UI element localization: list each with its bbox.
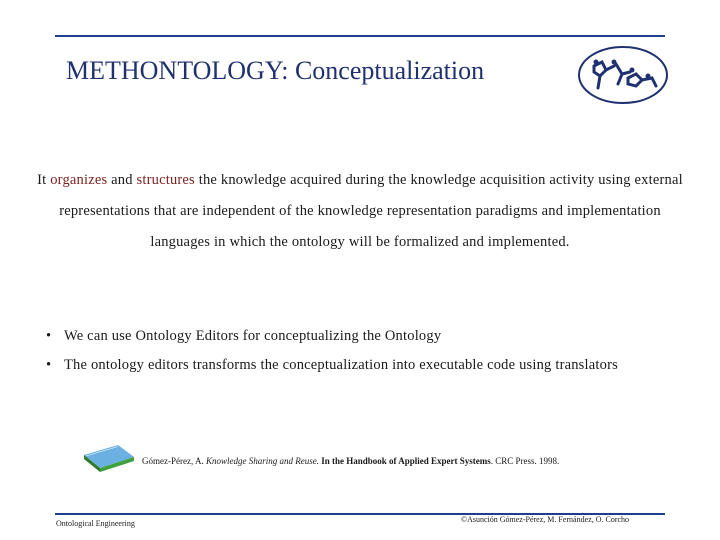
keyword-organizes: organizes	[50, 172, 108, 188]
footer-left: Ontological Engineering	[56, 519, 135, 528]
reference-citation: Gómez-Pérez, A. Knowledge Sharing and Reuse. In the Handbook of Applied Expert Systems. CRC Press. 1998.	[142, 456, 560, 466]
bullet-glyph: •	[46, 357, 52, 373]
top-rule	[55, 35, 665, 37]
keyword-structures: structures	[136, 172, 195, 188]
group-logo-icon	[576, 44, 670, 106]
book-icon	[82, 441, 136, 473]
footer-copyright: ©Asunción Gómez-Pérez, M. Fernández, O. Corcho	[461, 515, 630, 524]
bullet-item: • The ontology editors transforms the conceptualization into executable code using translators	[46, 351, 716, 380]
intro-paragraph: It organizes and structures the knowledge acquired during the knowledge acquisition activity using external representations that are independent of the knowledge representation paradigms and implementation languages in which the ontology will be formalized and implemented.	[37, 172, 683, 250]
bullet-glyph: •	[46, 328, 52, 344]
slide-title: METHONTOLOGY: Conceptualization	[66, 56, 485, 85]
bullet-list	[46, 322, 716, 380]
bullet-item: • We can use Ontology Editors for conceptualizing the Ontology	[46, 322, 716, 351]
